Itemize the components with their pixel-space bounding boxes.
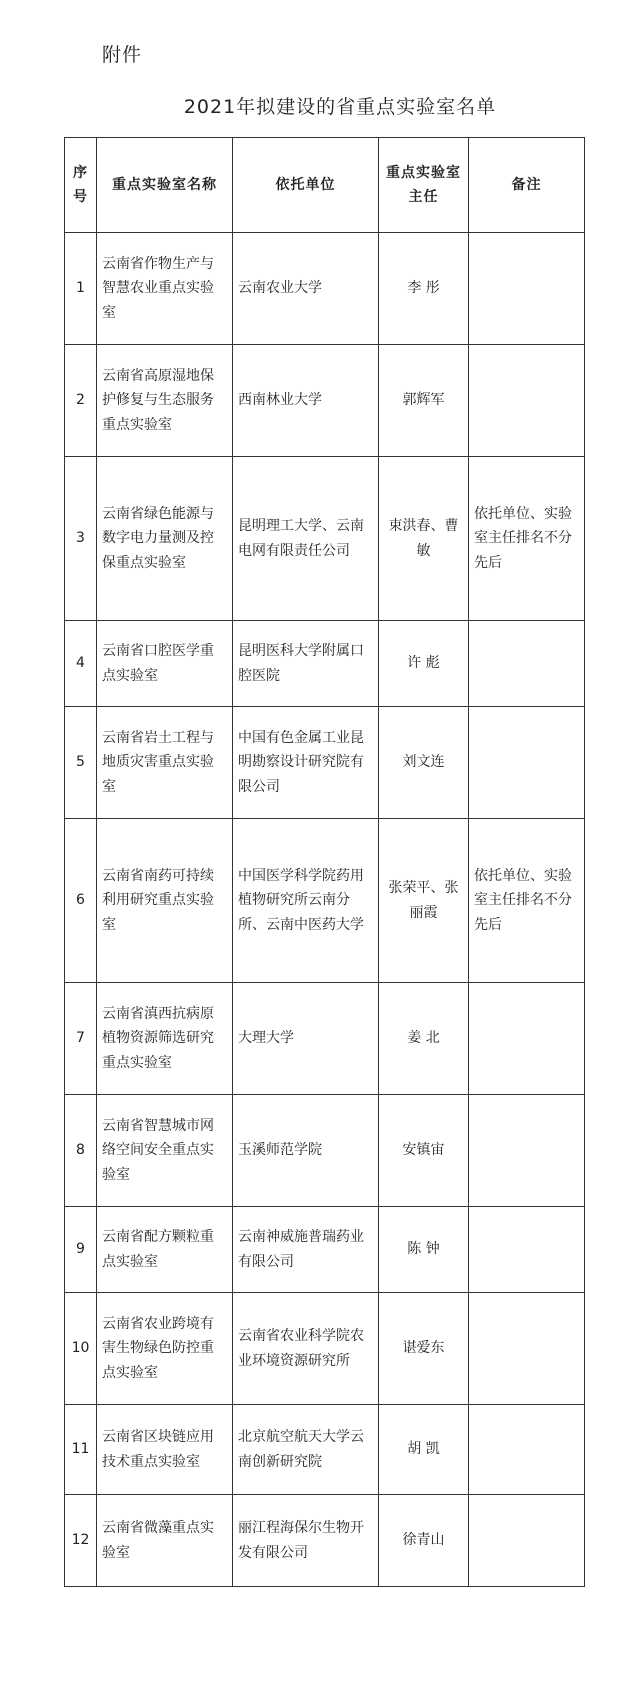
cell-lab-name: 云南省滇西抗病原植物资源筛选研究重点实验室 <box>97 983 233 1095</box>
table-row <box>65 1495 585 1587</box>
column-header-name: 重点实验室名称 <box>97 138 233 233</box>
cell-note <box>469 233 585 345</box>
cell-no: 6 <box>65 819 97 983</box>
cell-note <box>469 707 585 819</box>
table-row <box>65 457 585 621</box>
cell-director: 刘文连 <box>379 707 469 819</box>
cell-note <box>469 1095 585 1207</box>
cell-note <box>469 1495 585 1587</box>
cell-lab-name: 云南省口腔医学重点实验室 <box>97 621 233 707</box>
cell-lab-name: 云南省智慧城市网络空间安全重点实验室 <box>97 1095 233 1207</box>
cell-lab-name: 云南省南药可持续利用研究重点实验室 <box>97 819 233 983</box>
cell-unit: 云南神威施普瑞药业有限公司 <box>233 1207 379 1293</box>
table-row <box>65 707 585 819</box>
cell-director: 李 彤 <box>379 233 469 345</box>
cell-director: 郭辉军 <box>379 345 469 457</box>
cell-unit: 大理大学 <box>233 983 379 1095</box>
cell-unit: 昆明理工大学、云南电网有限责任公司 <box>233 457 379 621</box>
cell-lab-name: 云南省农业跨境有害生物绿色防控重点实验室 <box>97 1293 233 1405</box>
cell-no: 9 <box>65 1207 97 1293</box>
cell-unit: 云南省农业科学院农业环境资源研究所 <box>233 1293 379 1405</box>
cell-note <box>469 983 585 1095</box>
lab-roster-table <box>64 137 585 1587</box>
cell-lab-name: 云南省区块链应用技术重点实验室 <box>97 1405 233 1495</box>
cell-note: 依托单位、实验室主任排名不分先后 <box>469 457 585 621</box>
cell-note <box>469 1293 585 1405</box>
column-header-director: 重点实验室主任 <box>379 138 469 233</box>
table-row <box>65 621 585 707</box>
cell-note <box>469 1405 585 1495</box>
cell-lab-name: 云南省微藻重点实验室 <box>97 1495 233 1587</box>
cell-unit: 玉溪师范学院 <box>233 1095 379 1207</box>
attachment-label: 附件 <box>102 44 143 66</box>
table-row <box>65 1095 585 1207</box>
table-row <box>65 1293 585 1405</box>
cell-no: 2 <box>65 345 97 457</box>
table-row <box>65 983 585 1095</box>
table-header-row <box>65 138 585 233</box>
column-header-no: 序号 <box>65 138 97 233</box>
cell-lab-name: 云南省岩土工程与地质灾害重点实验室 <box>97 707 233 819</box>
cell-no: 12 <box>65 1495 97 1587</box>
document-title: 2021年拟建设的省重点实验室名单 <box>183 96 497 118</box>
cell-note: 依托单位、实验室主任排名不分先后 <box>469 819 585 983</box>
column-header-note: 备注 <box>469 138 585 233</box>
cell-no: 1 <box>65 233 97 345</box>
cell-no: 7 <box>65 983 97 1095</box>
cell-director: 安镇宙 <box>379 1095 469 1207</box>
cell-director: 许 彪 <box>379 621 469 707</box>
cell-unit: 中国医学科学院药用植物研究所云南分所、云南中医药大学 <box>233 819 379 983</box>
cell-note <box>469 345 585 457</box>
table-row <box>65 345 585 457</box>
table-row <box>65 819 585 983</box>
cell-unit: 西南林业大学 <box>233 345 379 457</box>
cell-lab-name: 云南省绿色能源与数字电力量测及控保重点实验室 <box>97 457 233 621</box>
cell-no: 10 <box>65 1293 97 1405</box>
cell-no: 8 <box>65 1095 97 1207</box>
cell-unit: 中国有色金属工业昆明勘察设计研究院有限公司 <box>233 707 379 819</box>
cell-director: 张荣平、张丽霞 <box>379 819 469 983</box>
cell-lab-name: 云南省作物生产与智慧农业重点实验室 <box>97 233 233 345</box>
cell-unit: 云南农业大学 <box>233 233 379 345</box>
table-row <box>65 1207 585 1293</box>
cell-no: 3 <box>65 457 97 621</box>
cell-lab-name: 云南省配方颗粒重点实验室 <box>97 1207 233 1293</box>
cell-director: 陈 钟 <box>379 1207 469 1293</box>
table-row <box>65 1405 585 1495</box>
column-header-unit: 依托单位 <box>233 138 379 233</box>
cell-director: 姜 北 <box>379 983 469 1095</box>
cell-note <box>469 621 585 707</box>
table-row <box>65 233 585 345</box>
cell-lab-name: 云南省高原湿地保护修复与生态服务重点实验室 <box>97 345 233 457</box>
cell-note <box>469 1207 585 1293</box>
cell-unit: 丽江程海保尔生物开发有限公司 <box>233 1495 379 1587</box>
cell-no: 5 <box>65 707 97 819</box>
cell-director: 胡 凯 <box>379 1405 469 1495</box>
cell-unit: 北京航空航天大学云南创新研究院 <box>233 1405 379 1495</box>
cell-no: 4 <box>65 621 97 707</box>
cell-unit: 昆明医科大学附属口腔医院 <box>233 621 379 707</box>
cell-director: 谌爱东 <box>379 1293 469 1405</box>
cell-director: 徐青山 <box>379 1495 469 1587</box>
cell-no: 11 <box>65 1405 97 1495</box>
cell-director: 束洪春、曹 敏 <box>379 457 469 621</box>
